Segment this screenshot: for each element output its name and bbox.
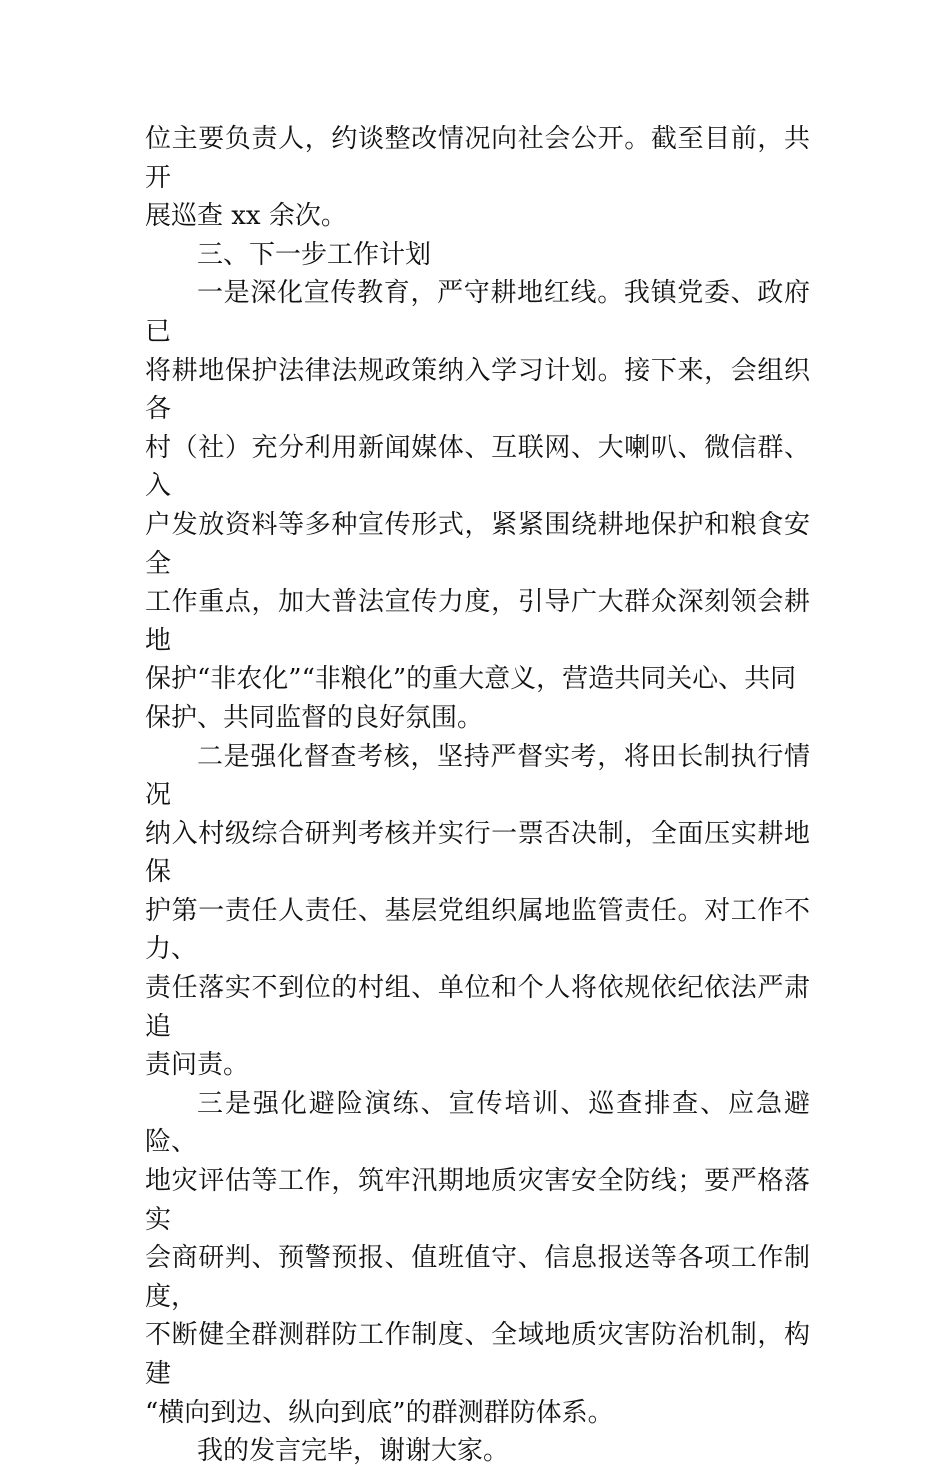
paragraph-continuation: 位主要负责人，约谈整改情况向社会公开。截至目前，共开 展巡查 xx 余次。 (145, 124, 810, 232)
paragraph-plan-three: 三是强化避险演练、宣传培训、巡查排查、应急避险、 地灾评估等工作，筑牢汛期地质灾害安全防线；要严格落实 会商研判、预警预报、值班值守、信息报送等各项工作制度， 不断健全群测群防工作制度、全域地质灾害防治机制，构建 “横向到边、纵向到底”的群测群防体系。 (145, 1088, 810, 1428)
paragraph-closing: 我的发言完毕，谢谢大家。 (197, 1436, 510, 1467)
paragraph-plan-two: 二是强化督查考核，坚持严督实考，将田长制执行情况 纳入村级综合研判考核并实行一票否决制，全面压实耕地保 护第一责任人责任、基层党组织属地监管责任。对工作不力、 责任落实不到位的村组、单位和个人将依规依纪依法严肃追 责问责。 (145, 741, 810, 1081)
section-heading: 三、下一步工作计划 (197, 239, 432, 270)
document-body (145, 120, 810, 1471)
paragraph-plan-one: 一是深化宣传教育，严守耕地红线。我镇党委、政府已 将耕地保护法律法规政策纳入学习计划。接下来，会组织各 村（社）充分利用新闻媒体、互联网、大喇叭、微信群、入 户发放资料等多种宣传形式，紧紧围绕耕地保护和粮食安全 工作重点，加大普法宣传力度，引导广大群众深刻领会耕地 保护“非农化”“非粮化”的重大意义，营造共同关心、共同 保护、共同监督的良好氛围。 (145, 278, 810, 733)
